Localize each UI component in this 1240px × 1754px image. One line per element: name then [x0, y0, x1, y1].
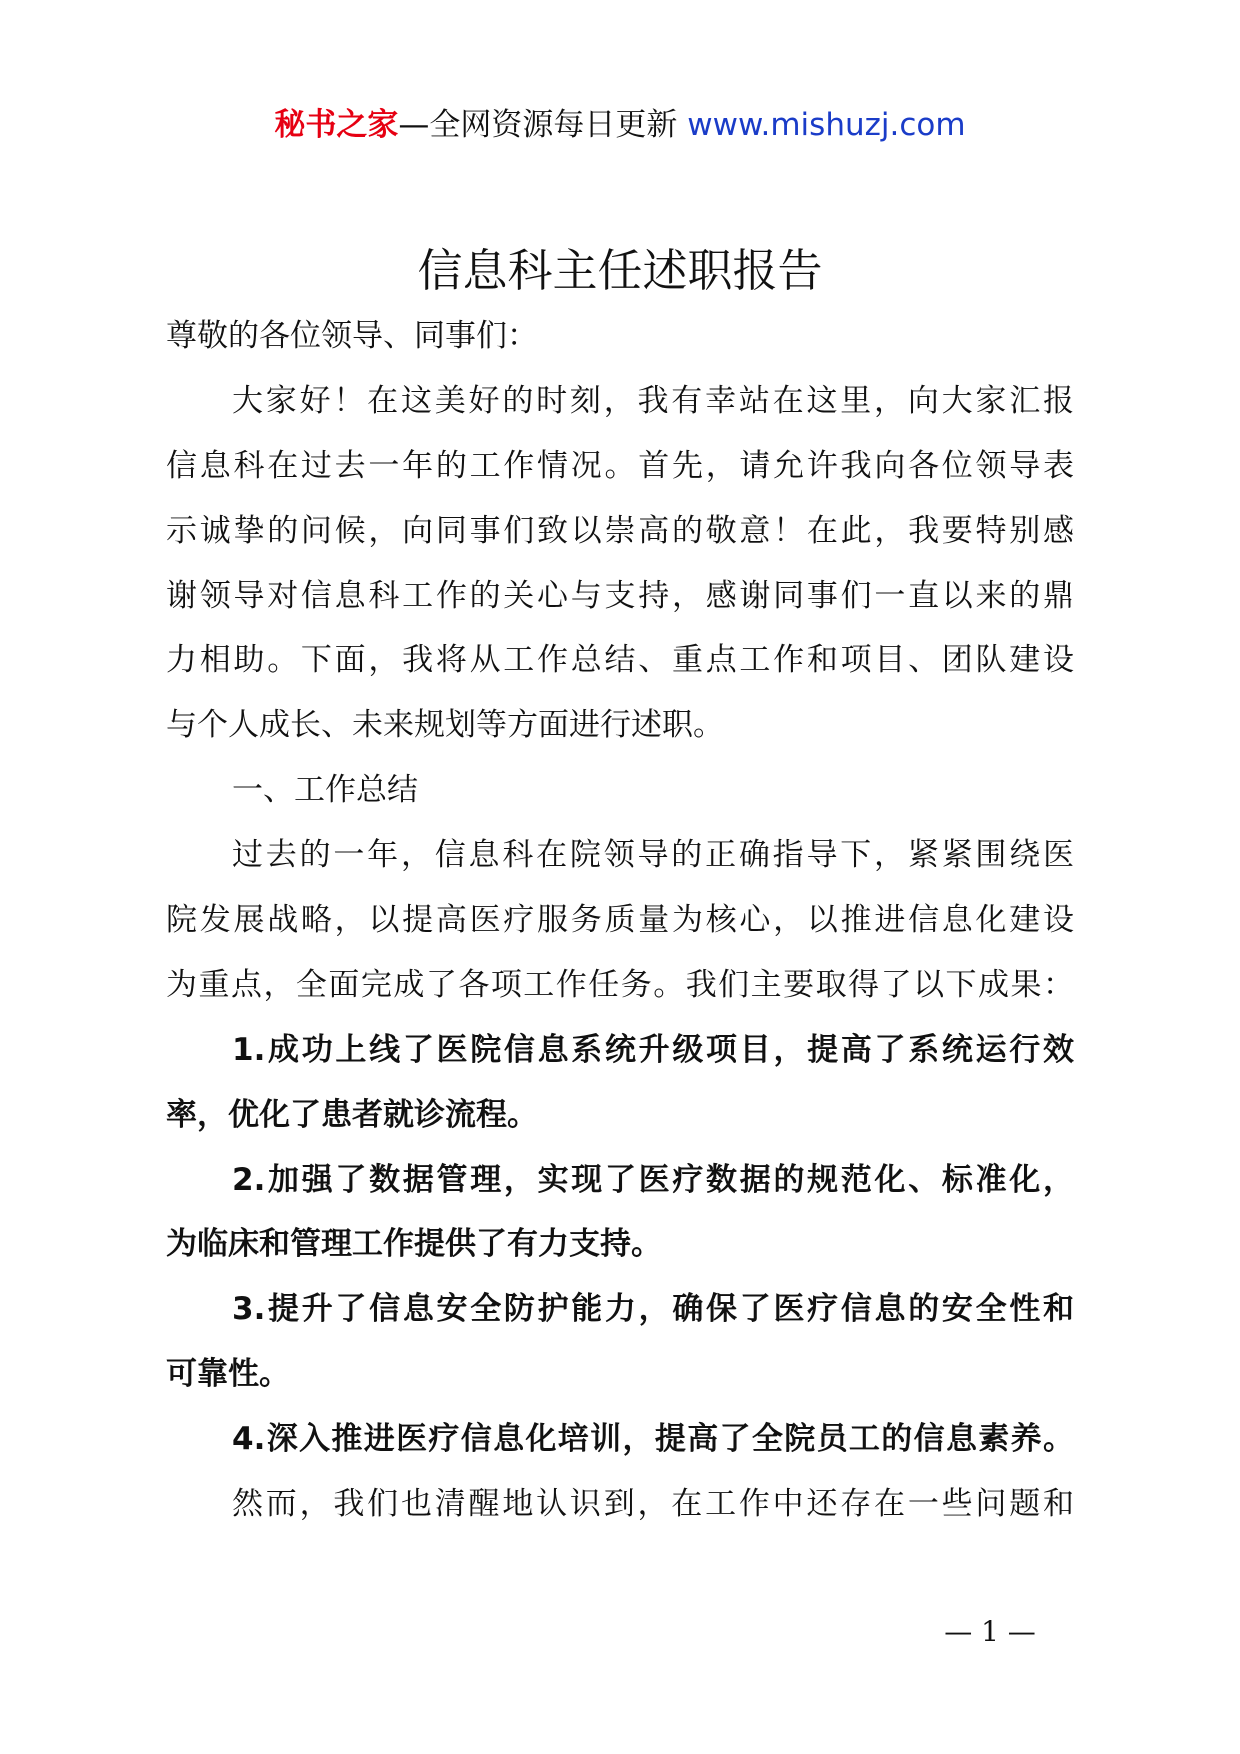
achievement-item: 4.深入推进医疗信息化培训，提高了全院员工的信息素养。 — [232, 1421, 1074, 1458]
body-line: 与个人成长、未来规划等方面进行述职。 — [166, 707, 724, 744]
header-brand: 秘书之家 — [274, 107, 399, 143]
section-heading: 一、工作总结 — [232, 772, 418, 809]
site-header — [0, 100, 1240, 150]
header-url[interactable]: www.mishuzj.com — [687, 107, 966, 143]
body-line: 示诚挚的问候，向同事们致以崇高的敬意！在此，我要特别感 — [166, 512, 1074, 549]
body-line: 大家好！在这美好的时刻，我有幸站在这里，向大家汇报 — [232, 382, 1074, 419]
achievement-item: 为临床和管理工作提供了有力支持。 — [166, 1226, 662, 1263]
document-title: 信息科主任述职报告 — [417, 244, 823, 297]
salutation-line: 尊敬的各位领导、同事们： — [166, 318, 538, 354]
achievement-item: 3.提升了信息安全防护能力，确保了医疗信息的安全性和 — [232, 1291, 1074, 1328]
body-line: 信息科在过去一年的工作情况。首先，请允许我向各位领导表 — [166, 447, 1074, 484]
body-line: 为重点，全面完成了各项工作任务。我们主要取得了以下成果： — [166, 966, 1074, 1003]
body-line: 力相助。下面，我将从工作总结、重点工作和项目、团队建设 — [166, 642, 1074, 679]
body-line: 然而，我们也清醒地认识到，在工作中还存在一些问题和 — [232, 1486, 1074, 1523]
achievement-item: 率，优化了患者就诊流程。 — [166, 1096, 538, 1133]
body-line: 院发展战略，以提高医疗服务质量为核心，以推进信息化建设 — [166, 902, 1074, 939]
body-line: 过去的一年，信息科在院领导的正确指导下，紧紧围绕医 — [232, 837, 1074, 874]
achievement-item: 可靠性。 — [166, 1356, 290, 1393]
body-line: 谢领导对信息科工作的关心与支持，感谢同事们一直以来的鼎 — [166, 577, 1074, 614]
document-body — [166, 304, 1074, 1537]
achievement-item: 2.加强了数据管理，实现了医疗数据的规范化、标准化， — [232, 1161, 1074, 1198]
header-tagline: —全网资源每日更新 — [398, 107, 678, 143]
achievement-item: 1.成功上线了医院信息系统升级项目，提高了系统运行效 — [232, 1031, 1074, 1068]
page-number: — 1 — — [944, 1615, 1036, 1648]
